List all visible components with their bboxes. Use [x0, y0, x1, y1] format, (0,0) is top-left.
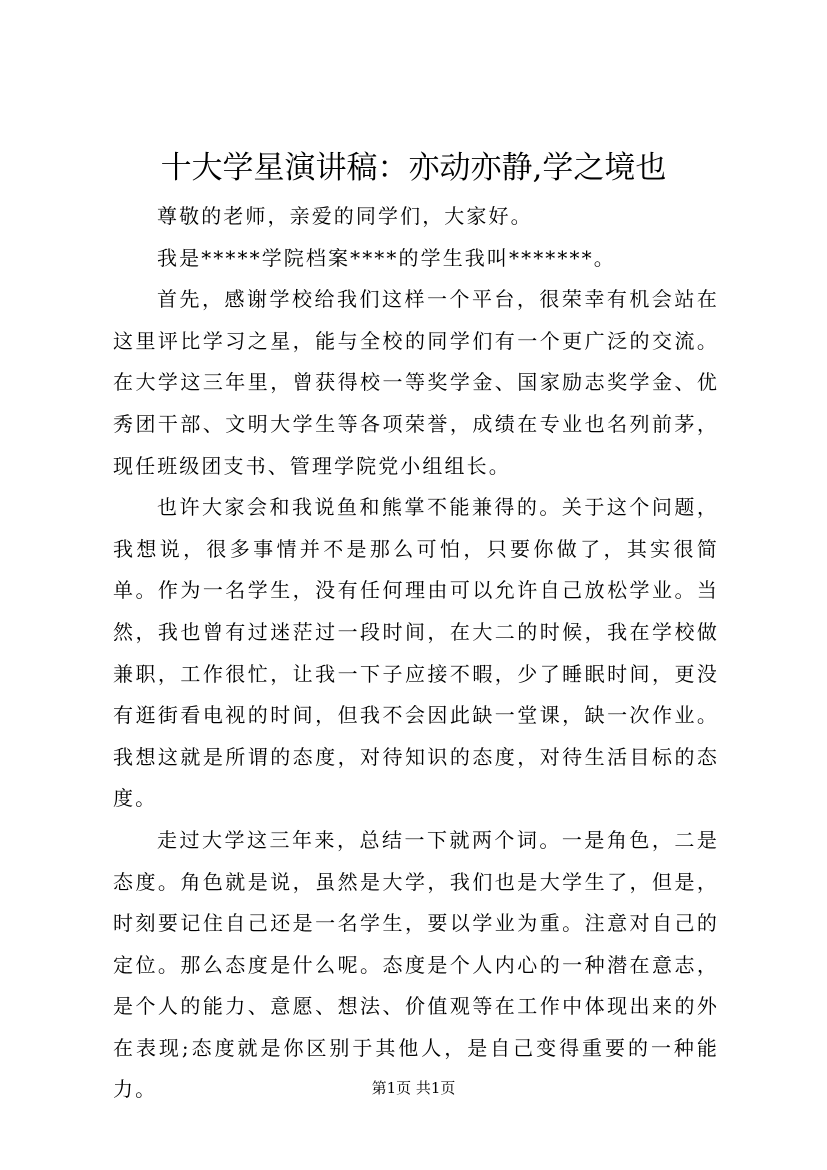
- page-number-footer: 第1页 共1页: [371, 1079, 456, 1097]
- document-body: [113, 196, 719, 1111]
- paragraph-honors: 首先，感谢学校给我们这样一个平台，很荣幸有机会站在这里评比学习之星，能与全校的同学们有一个更广泛的交流。在大学这三年里，曾获得校一等奖学金、国家励志奖学金、优秀团干部、文明大学生等各项荣誉，成绩在专业也名列前茅，现任班级团支书、管理学院党小组组长。: [113, 287, 719, 478]
- paragraph-attitude: 也许大家会和我说鱼和熊掌不能兼得的。关于这个问题，我想说，很多事情并不是那么可怕，只要你做了，其实很简单。作为一名学生，没有任何理由可以允许自己放松学业。当然，我也曾有过迷茫过一段时间，在大二的时候，我在学校做兼职，工作很忙，让我一下子应接不暇，少了睡眠时间，更没有逛街看电视的时间，但我不会因此缺一堂课，缺一次作业。我想这就是所谓的态度，对待知识的态度，对待生活目标的态度。: [113, 495, 719, 811]
- paragraph-introduction: 我是*****学院档案****的学生我叫*******。: [157, 245, 616, 270]
- document-title: 十大学星演讲稿：亦动亦静,学之境也: [160, 150, 667, 186]
- paragraph-greeting: 尊敬的老师，亲爱的同学们，大家好。: [157, 204, 533, 228]
- paragraph-summary: 走过大学这三年来，总结一下就两个词。一是角色，二是态度。角色就是说，虽然是大学，我们也是大学生了，但是，时刻要记住自己还是一名学生，要以学业为重。注意对自己的定位。那么态度是什么呢。态度是个人内心的一种潜在意志，是个人的能力、意愿、想法、价值观等在工作中体现出来的外在表现;态度就是你区别于其他人，是自己变得重要的一种能力。: [113, 827, 719, 1102]
